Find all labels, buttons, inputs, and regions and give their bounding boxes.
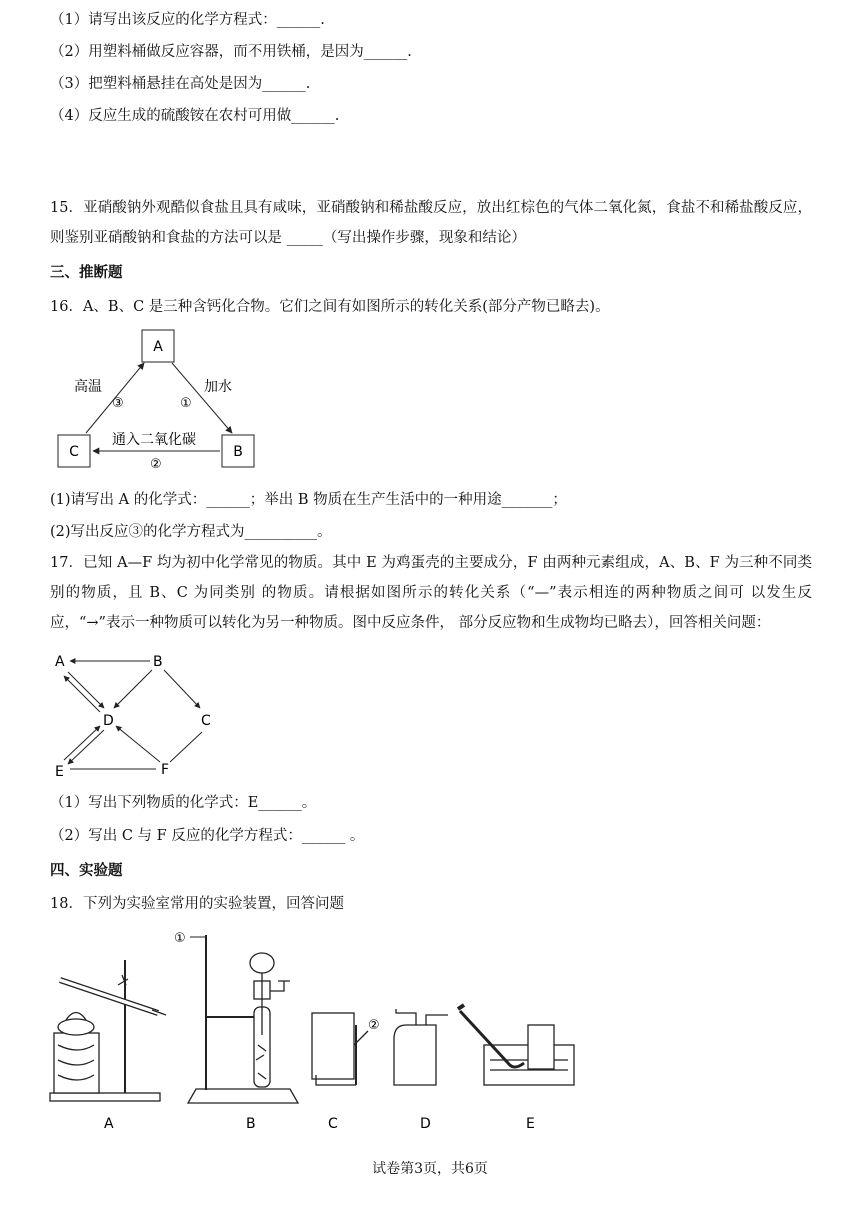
q16-part2: (2)写出反应③的化学方程式为__________。 — [50, 524, 332, 540]
label-num-3: ③ — [112, 396, 124, 411]
question-18: 18．下列为实验室常用的实验装置，回答问题 — [50, 896, 344, 912]
arrow-d-to-a — [64, 676, 100, 712]
q17-part1: （1）写出下列物质的化学式：E______。 — [50, 795, 317, 811]
apparatus-a — [50, 960, 166, 1101]
question-17: 17．已知 A—F 均为初中化学常见的物质。其中 E 为鸡蛋壳的主要成分，F 由两种元素组成，A、B、F 为三种不同类别的物质，且 B、C 为同类别 的物质。请根据如图所示的转化关系（“—”表示相连的两种物质之间可 以发生反应，“→”表示一种物质可以转化为另一种物质。图中反应条件， 部分反应物和生成物均已略去），回答相关问题： — [50, 555, 812, 631]
apparatus-b — [188, 935, 298, 1103]
node-b: B — [233, 444, 243, 460]
line-c-f — [170, 732, 202, 762]
q16-part1: (1)请写出 A 的化学式：______；举出 B 物质在生产生活中的一种用途_______； — [50, 492, 567, 508]
label-add-water: 加水 — [204, 379, 232, 395]
label-co2: 通入二氧化碳 — [112, 432, 196, 448]
page-footer: 试卷第3页，共6页 — [372, 1161, 488, 1177]
node-c: C — [69, 444, 79, 460]
q16-diagram — [50, 325, 270, 475]
question-16: 16．A、B、C 是三种含钙化合物。它们之间有如图所示的转化关系(部分产物已略去)。 — [50, 299, 610, 315]
q14-part3: （3）把塑料桶悬挂在高处是因为______. — [50, 76, 311, 92]
label-num-1: ① — [180, 396, 192, 411]
question-15: 15．亚硝酸钠外观酷似食盐且具有咸味，亚硝酸钠和稀盐酸反应，放出红棕色的气体二氧化氮，食盐不和稀盐酸反应，则鉴别亚硝酸钠和食盐的方法可以是 _____（写出操作步骤，现象和结论） — [50, 200, 812, 246]
node17-b: B — [153, 654, 163, 670]
node-a: A — [153, 339, 163, 355]
q14-part1: （1）请写出该反应的化学方程式：______. — [50, 12, 325, 28]
section-4-title: 四、实验题 — [50, 862, 123, 879]
marker-1: ① — [174, 931, 186, 946]
section-3-title: 三、推断题 — [50, 264, 123, 281]
label-apparatus-a: A — [104, 1116, 114, 1132]
node17-c: C — [201, 713, 211, 729]
arrow-b-to-d — [114, 670, 152, 708]
arrow-d-to-e — [68, 730, 104, 764]
node17-f: F — [161, 762, 170, 778]
label-high-temp: 高温 — [74, 379, 102, 395]
arrow-b-to-c — [164, 670, 200, 708]
apparatus-c — [312, 1013, 368, 1085]
node17-e: E — [55, 764, 64, 780]
label-num-2: ② — [150, 457, 162, 472]
apparatus-figure — [40, 925, 600, 1145]
arrow-e-to-d — [64, 726, 100, 760]
q14-part2: （2）用塑料桶做反应容器，而不用铁桶，是因为______. — [50, 44, 412, 60]
apparatus-d — [394, 1009, 448, 1085]
label-apparatus-b: B — [246, 1116, 256, 1132]
node17-a: A — [55, 654, 65, 670]
marker-2: ② — [368, 1018, 380, 1033]
label-apparatus-e: E — [526, 1116, 535, 1132]
apparatus-e — [458, 1005, 574, 1085]
q17-diagram — [50, 650, 220, 780]
q17-part2: （2）写出 C 与 F 反应的化学方程式：______ 。 — [50, 828, 365, 844]
arrow-f-to-d — [116, 726, 160, 762]
q14-part4: （4）反应生成的硫酸铵在农村可用做______. — [50, 108, 340, 124]
label-apparatus-d: D — [420, 1116, 431, 1132]
arrow-a-to-d — [68, 672, 104, 708]
label-apparatus-c: C — [328, 1116, 338, 1132]
node17-d: D — [103, 713, 114, 729]
